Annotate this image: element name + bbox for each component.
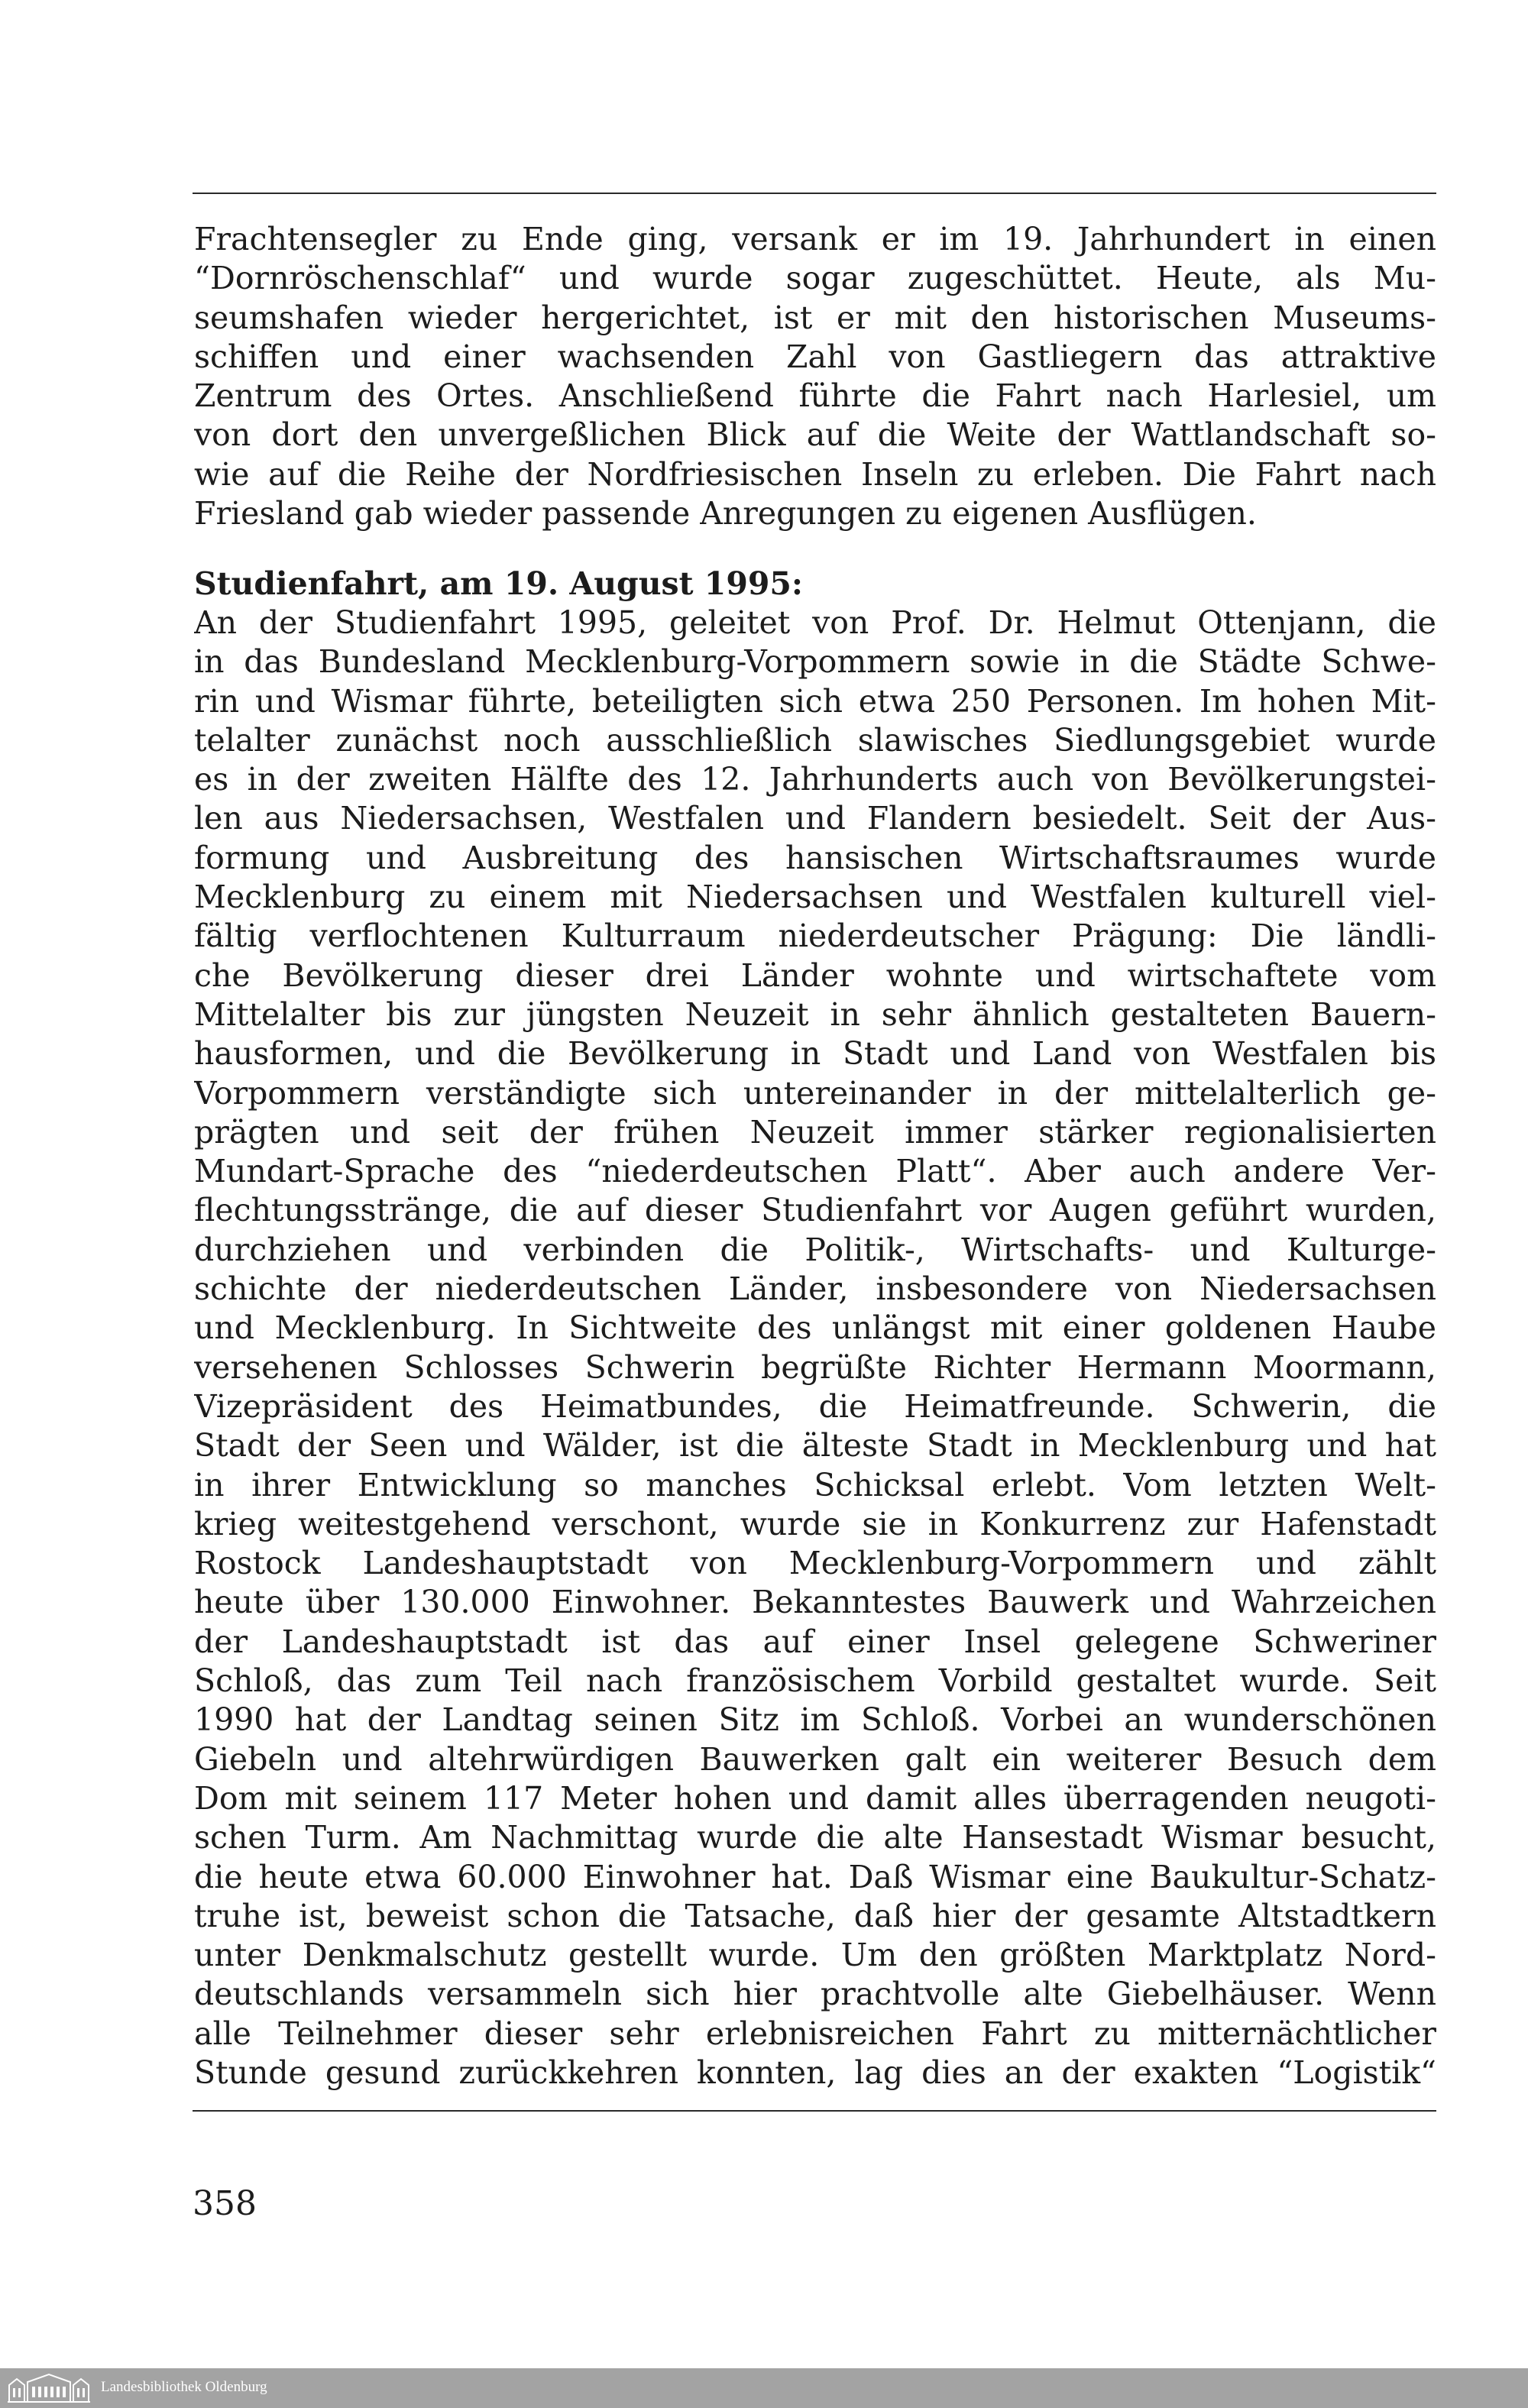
text-line: prägten und seit der frühen Neuzeit immer stärker regionalisierten — [194, 1113, 1436, 1151]
text-line: Vizepräsident des Heimatbundes, die Heimatfreunde. Schwerin, die — [194, 1387, 1436, 1425]
text-line: Giebeln und altehrwürdigen Bauwerken galt ein weiterer Besuch dem — [194, 1740, 1436, 1778]
text-line: telalter zunächst noch ausschließlich slawisches Siedlungsgebiet wurde — [194, 721, 1436, 759]
paragraph-1 — [194, 220, 1436, 533]
library-name: Landesbibliothek Oldenburg — [101, 2379, 267, 2395]
section-heading: Studienfahrt, am 19. August 1995: — [194, 565, 804, 602]
text-line: Mittelalter bis zur jüngsten Neuzeit in sehr ähnlich gestalteten Bauern- — [194, 995, 1436, 1033]
text-line: alle Teilnehmer dieser sehr erlebnisreichen Fahrt zu mitternächtlicher — [194, 2015, 1436, 2052]
text-line: truhe ist, beweist schon die Tatsache, daß hier der gesamte Altstadtkern — [194, 1897, 1436, 1934]
text-line: Mundart-Sprache des “niederdeutschen Platt“. Aber auch andere Ver- — [194, 1153, 1436, 1190]
text-line: Vorpommern verständigte sich untereinander in der mittelalterlich ge- — [194, 1074, 1436, 1112]
text-line: es in der zweiten Hälfte des 12. Jahrhunderts auch von Bevölkerungstei- — [194, 761, 1436, 798]
text-line: Friesland gab wieder passende Anregungen zu eigenen Ausflügen. — [194, 495, 1257, 532]
text-line: Stadt der Seen und Wälder, ist die älteste Stadt in Mecklenburg und hat — [194, 1427, 1436, 1465]
text-line: An der Studienfahrt 1995, geleitet von Prof. Dr. Helmut Ottenjann, die — [194, 604, 1436, 641]
text-line: len aus Niedersachsen, Westfalen und Flandern besiedelt. Seit der Aus- — [194, 800, 1436, 837]
text-line: Zentrum des Ortes. Anschließend führte die Fahrt nach Harlesiel, um — [194, 377, 1436, 415]
text-line: in ihrer Entwicklung so manches Schicksal erlebt. Vom letzten Welt- — [194, 1466, 1436, 1503]
text-line: Stunde gesund zurückkehren konnten, lag dies an der exakten “Logistik“ — [194, 2054, 1436, 2091]
paragraph-2 — [194, 604, 1436, 2092]
text-line: krieg weitestgehend verschont, wurde sie in Konkurrenz zur Hafenstadt — [194, 1505, 1436, 1542]
text-line: deutschlands versammeln sich hier prachtvolle alte Giebelhäuser. Wenn — [194, 1976, 1436, 2013]
page-number: 358 — [193, 2184, 257, 2223]
text-line: hausformen, und die Bevölkerung in Stadt und Land von Westfalen bis — [194, 1035, 1436, 1073]
text-line: die heute etwa 60.000 Einwohner hat. Daß Wismar eine Baukultur-Schatz- — [194, 1858, 1436, 1895]
text-line: formung und Ausbreitung des hansischen Wirtschaftsraumes wurde — [194, 839, 1436, 876]
text-line: Schloß, das zum Teil nach französischem Vorbild gestaltet wurde. Seit — [194, 1662, 1436, 1700]
top-rule — [193, 193, 1436, 194]
text-line: flechtungsstränge, die auf dieser Studienfahrt vor Augen geführt wurden, — [194, 1192, 1436, 1229]
text-line: und Mecklenburg. In Sichtweite des unlängst mit einer goldenen Haube — [194, 1309, 1436, 1347]
bottom-rule — [193, 2110, 1436, 2112]
text-line: 1990 hat der Landtag seinen Sitz im Schloß. Vorbei an wunderschönen — [194, 1701, 1436, 1739]
text-line: schen Turm. Am Nachmittag wurde die alte Hansestadt Wismar besucht, — [194, 1819, 1436, 1856]
text-line: schiffen und einer wachsenden Zahl von Gastliegern das attraktive — [194, 338, 1436, 375]
text-line: unter Denkmalschutz gestellt wurde. Um den größten Marktplatz Nord- — [194, 1937, 1436, 1974]
text-line: che Bevölkerung dieser drei Länder wohnte und wirtschaftete vom — [194, 956, 1436, 994]
text-line: Frachtensegler zu Ende ging, versank er im 19. Jahrhundert in einen — [194, 221, 1436, 257]
text-line: durchziehen und verbinden die Politik-, Wirtschafts- und Kulturge- — [194, 1231, 1436, 1268]
text-line: Rostock Landeshauptstadt von Mecklenburg-Vorpommern und zählt — [194, 1545, 1436, 1582]
text-line: heute über 130.000 Einwohner. Bekanntestes Bauwerk und Wahrzeichen — [194, 1584, 1436, 1621]
text-line: rin und Wismar führte, beteiligten sich etwa 250 Personen. Im hohen Mit- — [194, 682, 1436, 720]
text-line: der Landeshauptstadt ist das auf einer Insel gelegene Schweriner — [194, 1623, 1436, 1660]
text-line: schichte der niederdeutschen Länder, insbesondere von Niedersachsen — [194, 1270, 1436, 1308]
text-line: in das Bundesland Mecklenburg-Vorpommern sowie in die Städte Schwe- — [194, 643, 1436, 681]
text-line: fältig verflochtenen Kulturraum niederdeutscher Prägung: Die ländli- — [194, 918, 1436, 955]
text-line: seumshafen wieder hergerichtet, ist er mit den historischen Museums- — [194, 299, 1436, 336]
library-building-logo-icon — [6, 2371, 92, 2405]
text-line: von dort den unvergeßlichen Blick auf die Weite der Wattlandschaft so- — [194, 416, 1436, 454]
text-line: wie auf die Reihe der Nordfriesischen Inseln zu erleben. Die Fahrt nach — [194, 455, 1436, 493]
text-line: Dom mit seinem 117 Meter hohen und damit alles überragenden neugoti- — [194, 1779, 1436, 1817]
text-line: Mecklenburg zu einem mit Niedersachsen und Westfalen kulturell viel- — [194, 879, 1436, 916]
text-line: versehenen Schlosses Schwerin begrüßte Richter Hermann Moormann, — [194, 1348, 1436, 1386]
text-line: “Dornröschenschlaf“ und wurde sogar zugeschüttet. Heute, als Mu- — [194, 260, 1436, 297]
